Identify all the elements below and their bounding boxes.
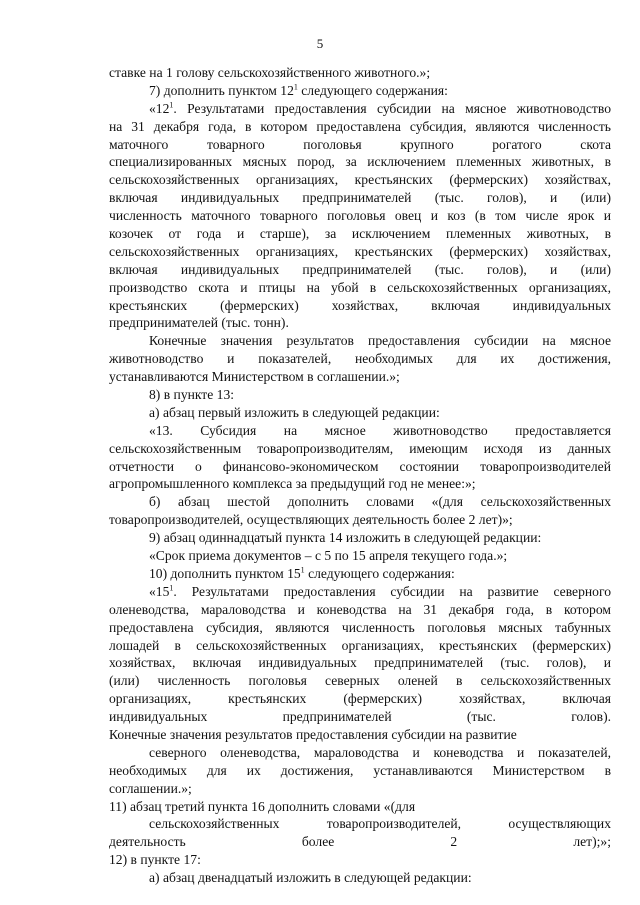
text-line: 12) в пункте 17: xyxy=(109,852,201,868)
text-line: агропромышленного комплекса за предыдущий год не менее:»; xyxy=(109,476,476,492)
text-line: предпринимателей (тыс. тонн). xyxy=(109,315,289,331)
text-line: предоставлена субсидия, являются численность поголовья мясных табунных xyxy=(109,619,611,635)
text-line: северного оленеводства, мараловодства и коневодства и показателей, xyxy=(149,744,611,760)
text-line: 8) в пункте 13: xyxy=(149,387,235,403)
text-line: специализированных мясных пород, за исключением племенных животных, в xyxy=(109,154,611,170)
text-line: на 31 декабря года, в котором предоставлена субсидия, являются численность xyxy=(109,118,611,134)
text-line: (или) численность поголовья северных оленей в сельскохозяйственных xyxy=(109,673,611,689)
text-line: сельскохозяйственных товаропроизводителей, осуществляющих xyxy=(149,816,611,832)
text-line: 10) дополнить пунктом $15^1$ следующего содержания: xyxy=(149,565,455,581)
text-line: животноводство и показателей, необходимых для их достижения, xyxy=(109,351,611,367)
text-line: маточного товарного поголовья крупного рогатого скота xyxy=(109,136,611,152)
text-line: а) абзац двенадцатый изложить в следующей редакции: xyxy=(149,870,472,886)
text-line: козочек от года и старше), за исключением племенных животных, в xyxy=(109,226,611,242)
text-line: «$15^1$. Результатами предоставления субсидии на развитие северного xyxy=(149,583,611,599)
document-body xyxy=(109,64,611,905)
text-line: лошадей в сельскохозяйственных организациях, крестьянских (фермерских) xyxy=(109,637,611,653)
text-line xyxy=(109,887,611,905)
text-line: б) абзац шестой дополнить словами «(для сельскохозяйственных xyxy=(149,494,611,510)
text-line: а) абзац первый изложить в следующей редакции: xyxy=(149,404,440,420)
text-line: индивидуальных предпринимателей (тыс. голов). xyxy=(109,709,611,725)
text-line: 11) абзац третий пункта 16 дополнить словами «(для xyxy=(109,798,416,814)
text-line: хозяйствах, включая индивидуальных предпринимателей (тыс. голов), и xyxy=(109,655,611,671)
text-line: «13. Субсидия на мясное животноводство предоставляется xyxy=(149,422,611,438)
text-line: «Срок приема документов – с 5 по 15 апреля текущего года.»; xyxy=(149,548,508,564)
text-line: соглашении.»; xyxy=(109,780,192,796)
text-line: организациях, крестьянских (фермерских) хозяйствах, включая xyxy=(109,691,611,707)
text-line: деятельность более 2 лет);»; xyxy=(109,834,611,850)
text-line: «$12^1$. Результатами предоставления субсидии на мясное животноводство xyxy=(149,100,611,116)
text-line: 7) дополнить пунктом $12^1$ следующего содержания: xyxy=(149,82,448,98)
text-line: сельскохозяйственных организациях, крестьянских (фермерских) хозяйствах, xyxy=(109,172,611,188)
text-line: оленеводства, мараловодства и коневодства на 31 декабря года, в котором xyxy=(109,601,611,617)
text-line: ставке на 1 голову сельскохозяйственного животного.»; xyxy=(109,65,431,80)
text-line: сельскохозяйственным товаропроизводителям, имеющим исходя из данных xyxy=(109,440,611,456)
text-line: численность маточного товарного поголовья овец и коз (в том числе ярок и xyxy=(109,208,611,224)
page-number: 5 xyxy=(316,36,324,51)
text-line: включая индивидуальных предпринимателей (тыс. голов), и (или) xyxy=(109,261,611,277)
text-line: Конечные значения результатов предоставления субсидии на мясное xyxy=(149,333,611,349)
text-line: устанавливаются Министерством в соглашении.»; xyxy=(109,369,400,385)
text-line: Конечные значения результатов предоставления субсидии на развитие xyxy=(109,726,517,742)
text-line: товаропроизводителей, осуществляющих деятельность более 2 лет)»; xyxy=(109,512,513,528)
text-line: отчетности о финансово-экономическом состоянии товаропроизводителей xyxy=(109,458,611,474)
text-line: крестьянских (фермерских) хозяйствах, включая индивидуальных xyxy=(109,297,611,313)
text-line: необходимых для их достижения, устанавливаются Министерством в xyxy=(109,762,611,778)
text-line: производство скота и птицы на убой в сельскохозяйственных организациях, xyxy=(109,279,611,295)
text-line: включая индивидуальных предпринимателей (тыс. голов), и (или) xyxy=(109,190,611,206)
text-line: сельскохозяйственных организациях, крестьянских (фермерских) хозяйствах, xyxy=(109,243,611,259)
text-line: 9) абзац одиннадцатый пункта 14 изложить в следующей редакции: xyxy=(149,530,542,546)
